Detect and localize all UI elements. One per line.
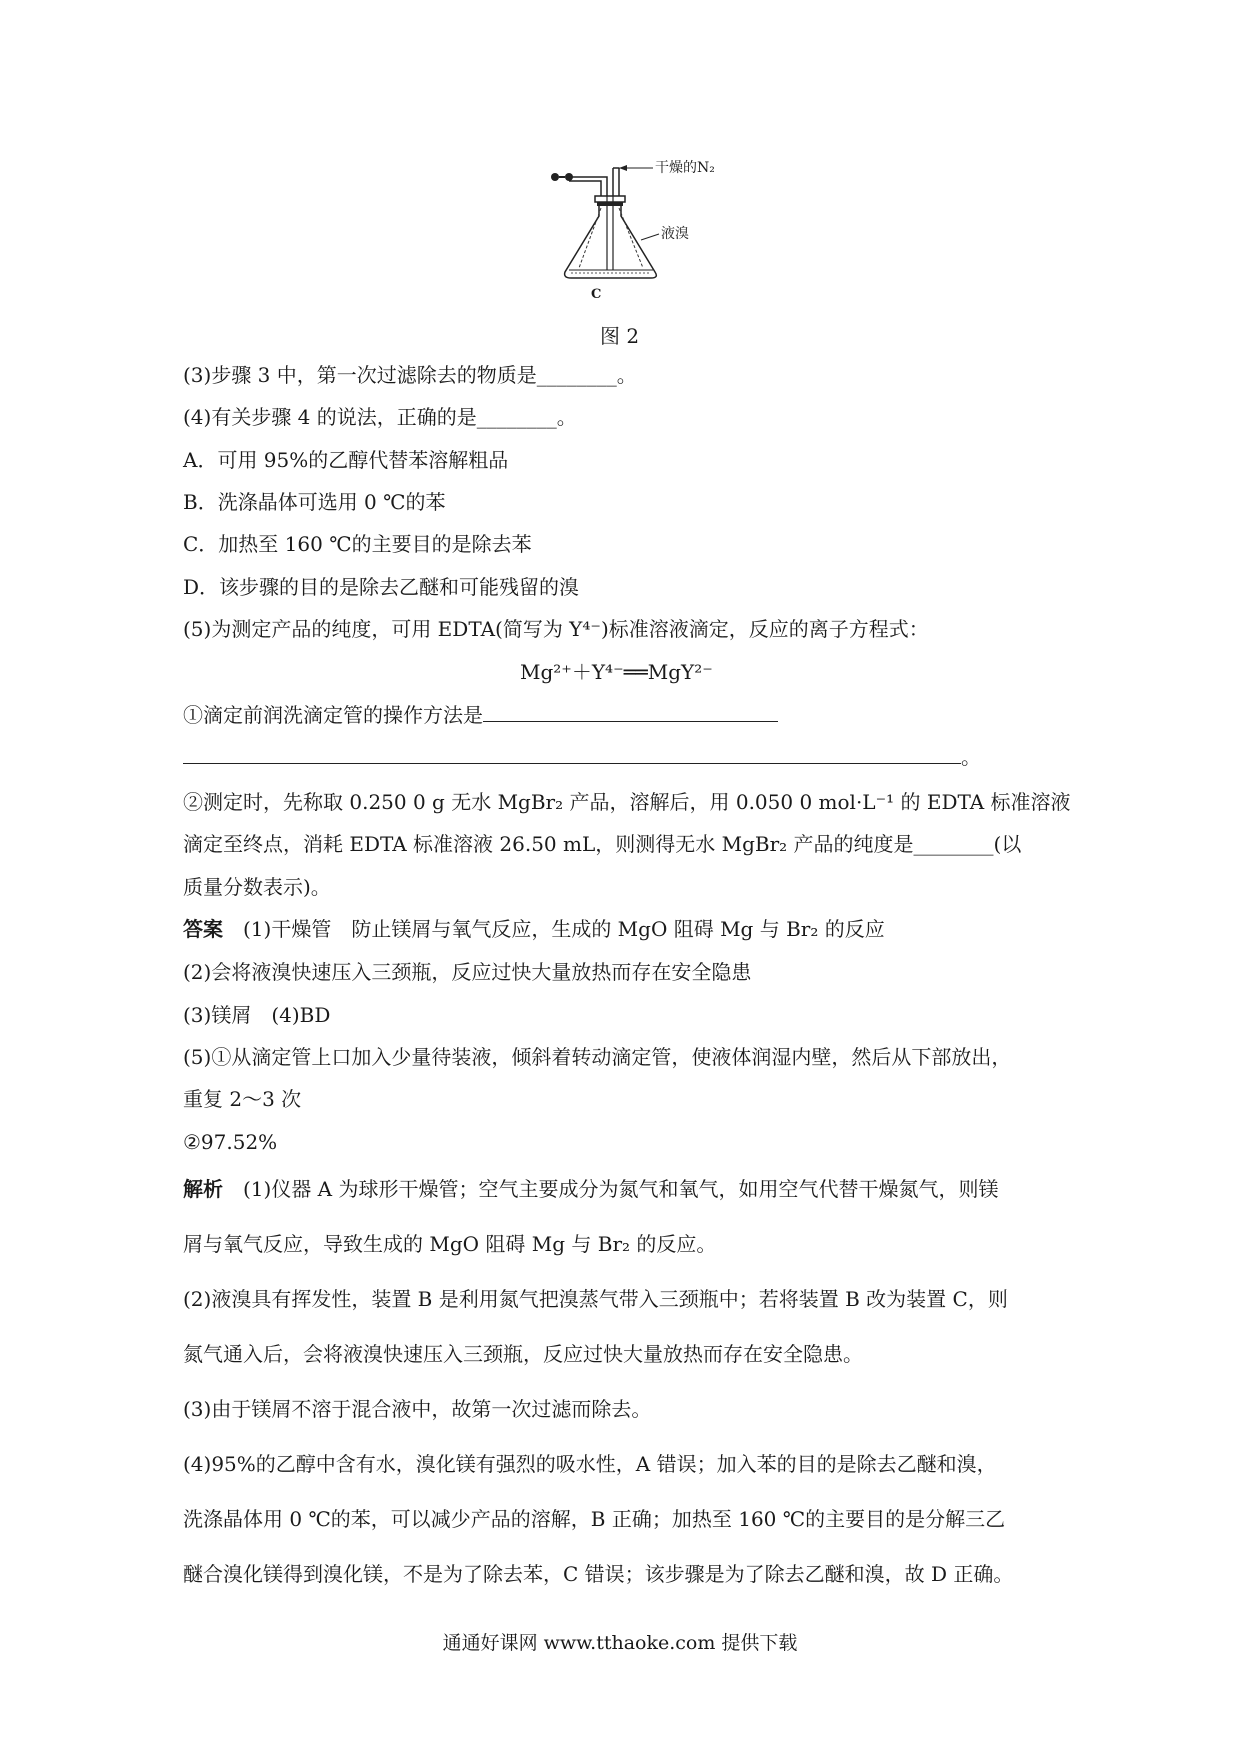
answer-3-4: (3)镁屑 (4)BD (183, 1003, 331, 1027)
answer-line-1 (183, 917, 885, 941)
analysis-1-line-2: 屑与氧气反应，导致生成的 MgO 阻碍 Mg 与 Br₂ 的反应。 (183, 1232, 717, 1256)
answer-5-2: ②97.52% (183, 1130, 278, 1154)
option-b: B．洗涤晶体可选用 0 ℃的苯 (183, 490, 446, 514)
analysis-4-line-2: 洗涤晶体用 0 ℃的苯，可以减少产品的溶解，B 正确；加热至 160 ℃的主要目的是分解三乙 (183, 1507, 1006, 1531)
analysis-label: 解析 (183, 1177, 223, 1201)
analysis-3: (3)由于镁屑不溶于混合液中，故第一次过滤而除去。 (183, 1397, 652, 1421)
analysis-1-line-1 (183, 1177, 999, 1201)
answer-5-line-2: 重复 2～3 次 (183, 1087, 302, 1111)
analysis-2-line-1: (2)液溴具有挥发性，装置 B 是利用氮气把溴蒸气带入三颈瓶中；若将装置 B 改为装置 C，则 (183, 1287, 1008, 1311)
ionic-equation: Mg²⁺＋Y⁴⁻══MgY²⁻ (520, 660, 713, 684)
label-dry-n2: 干燥的N₂ (655, 160, 715, 176)
question-5-2-line-3: 质量分数表示)。 (183, 875, 331, 899)
answer-blank (483, 703, 778, 722)
analysis-4-line-1: (4)95%的乙醇中含有水，溴化镁有强烈的吸水性，A 错误；加入苯的目的是除去乙醚和溴， (183, 1452, 997, 1476)
answer-blank-line (183, 745, 961, 764)
option-a: A．可用 95%的乙醇代替苯溶解粗品 (183, 448, 509, 472)
question-3: (3)步骤 3 中，第一次过滤除去的物质是________。 (183, 363, 637, 387)
question-5-1-text: ①滴定前润洗滴定管的操作方法是 (183, 703, 483, 727)
stopcock-left-knob (551, 173, 559, 181)
analysis-1a: (1)仪器 A 为球形干燥管；空气主要成分为氮气和氧气，如用空气代替干燥氮气，则镁 (243, 1177, 999, 1201)
answer-2: (2)会将液溴快速压入三颈瓶，反应过快大量放热而存在安全隐患 (183, 960, 752, 984)
label-liquid-bromine: 液溴 (661, 226, 689, 242)
answer-5-line-1: (5)①从滴定管上口加入少量待装液，倾斜着转动滴定管，使液体润湿内壁，然后从下部放出， (183, 1045, 1012, 1069)
analysis-2-line-2: 氮气通入后，会将液溴快速压入三颈瓶，反应过快大量放热而存在安全隐患。 (183, 1342, 863, 1366)
apparatus-c-diagram (535, 148, 715, 308)
label-c: C (591, 287, 602, 302)
option-c: C．加热至 160 ℃的主要目的是除去苯 (183, 532, 532, 556)
option-d: D．该步骤的目的是除去乙醚和可能残留的溴 (183, 575, 580, 599)
question-4: (4)有关步骤 4 的说法，正确的是________。 (183, 405, 577, 429)
question-5-2-line-2: 滴定至终点，消耗 EDTA 标准溶液 26.50 mL，则测得无水 MgBr₂ 产品的纯度是________(以 (183, 832, 1022, 856)
analysis-4-line-3: 醚合溴化镁得到溴化镁，不是为了除去苯，C 错误；该步骤是为了除去乙醚和溴，故 D 正确。 (183, 1562, 1014, 1586)
answer-label: 答案 (183, 917, 223, 941)
question-5-2-line-1: ②测定时，先称取 0.250 0 g 无水 MgBr₂ 产品，溶解后，用 0.050 0 mol·L⁻¹ 的 EDTA 标准溶液 (183, 790, 1071, 814)
figure-caption: 图 2 (600, 324, 640, 348)
answer-1: (1)干燥管 防止镁屑与氧气反应，生成的 MgO 阻碍 Mg 与 Br₂ 的反应 (243, 917, 885, 941)
question-5-1-end: 。 (961, 745, 981, 769)
question-5: (5)为测定产品的纯度，可用 EDTA(简写为 Y⁴⁻)标准溶液滴定，反应的离子方程式： (183, 617, 929, 641)
page-footer: 通通好课网 www.tthaoke.com 提供下载 (442, 1632, 798, 1654)
question-5-1-cont (183, 745, 981, 769)
question-5-1 (183, 703, 778, 727)
